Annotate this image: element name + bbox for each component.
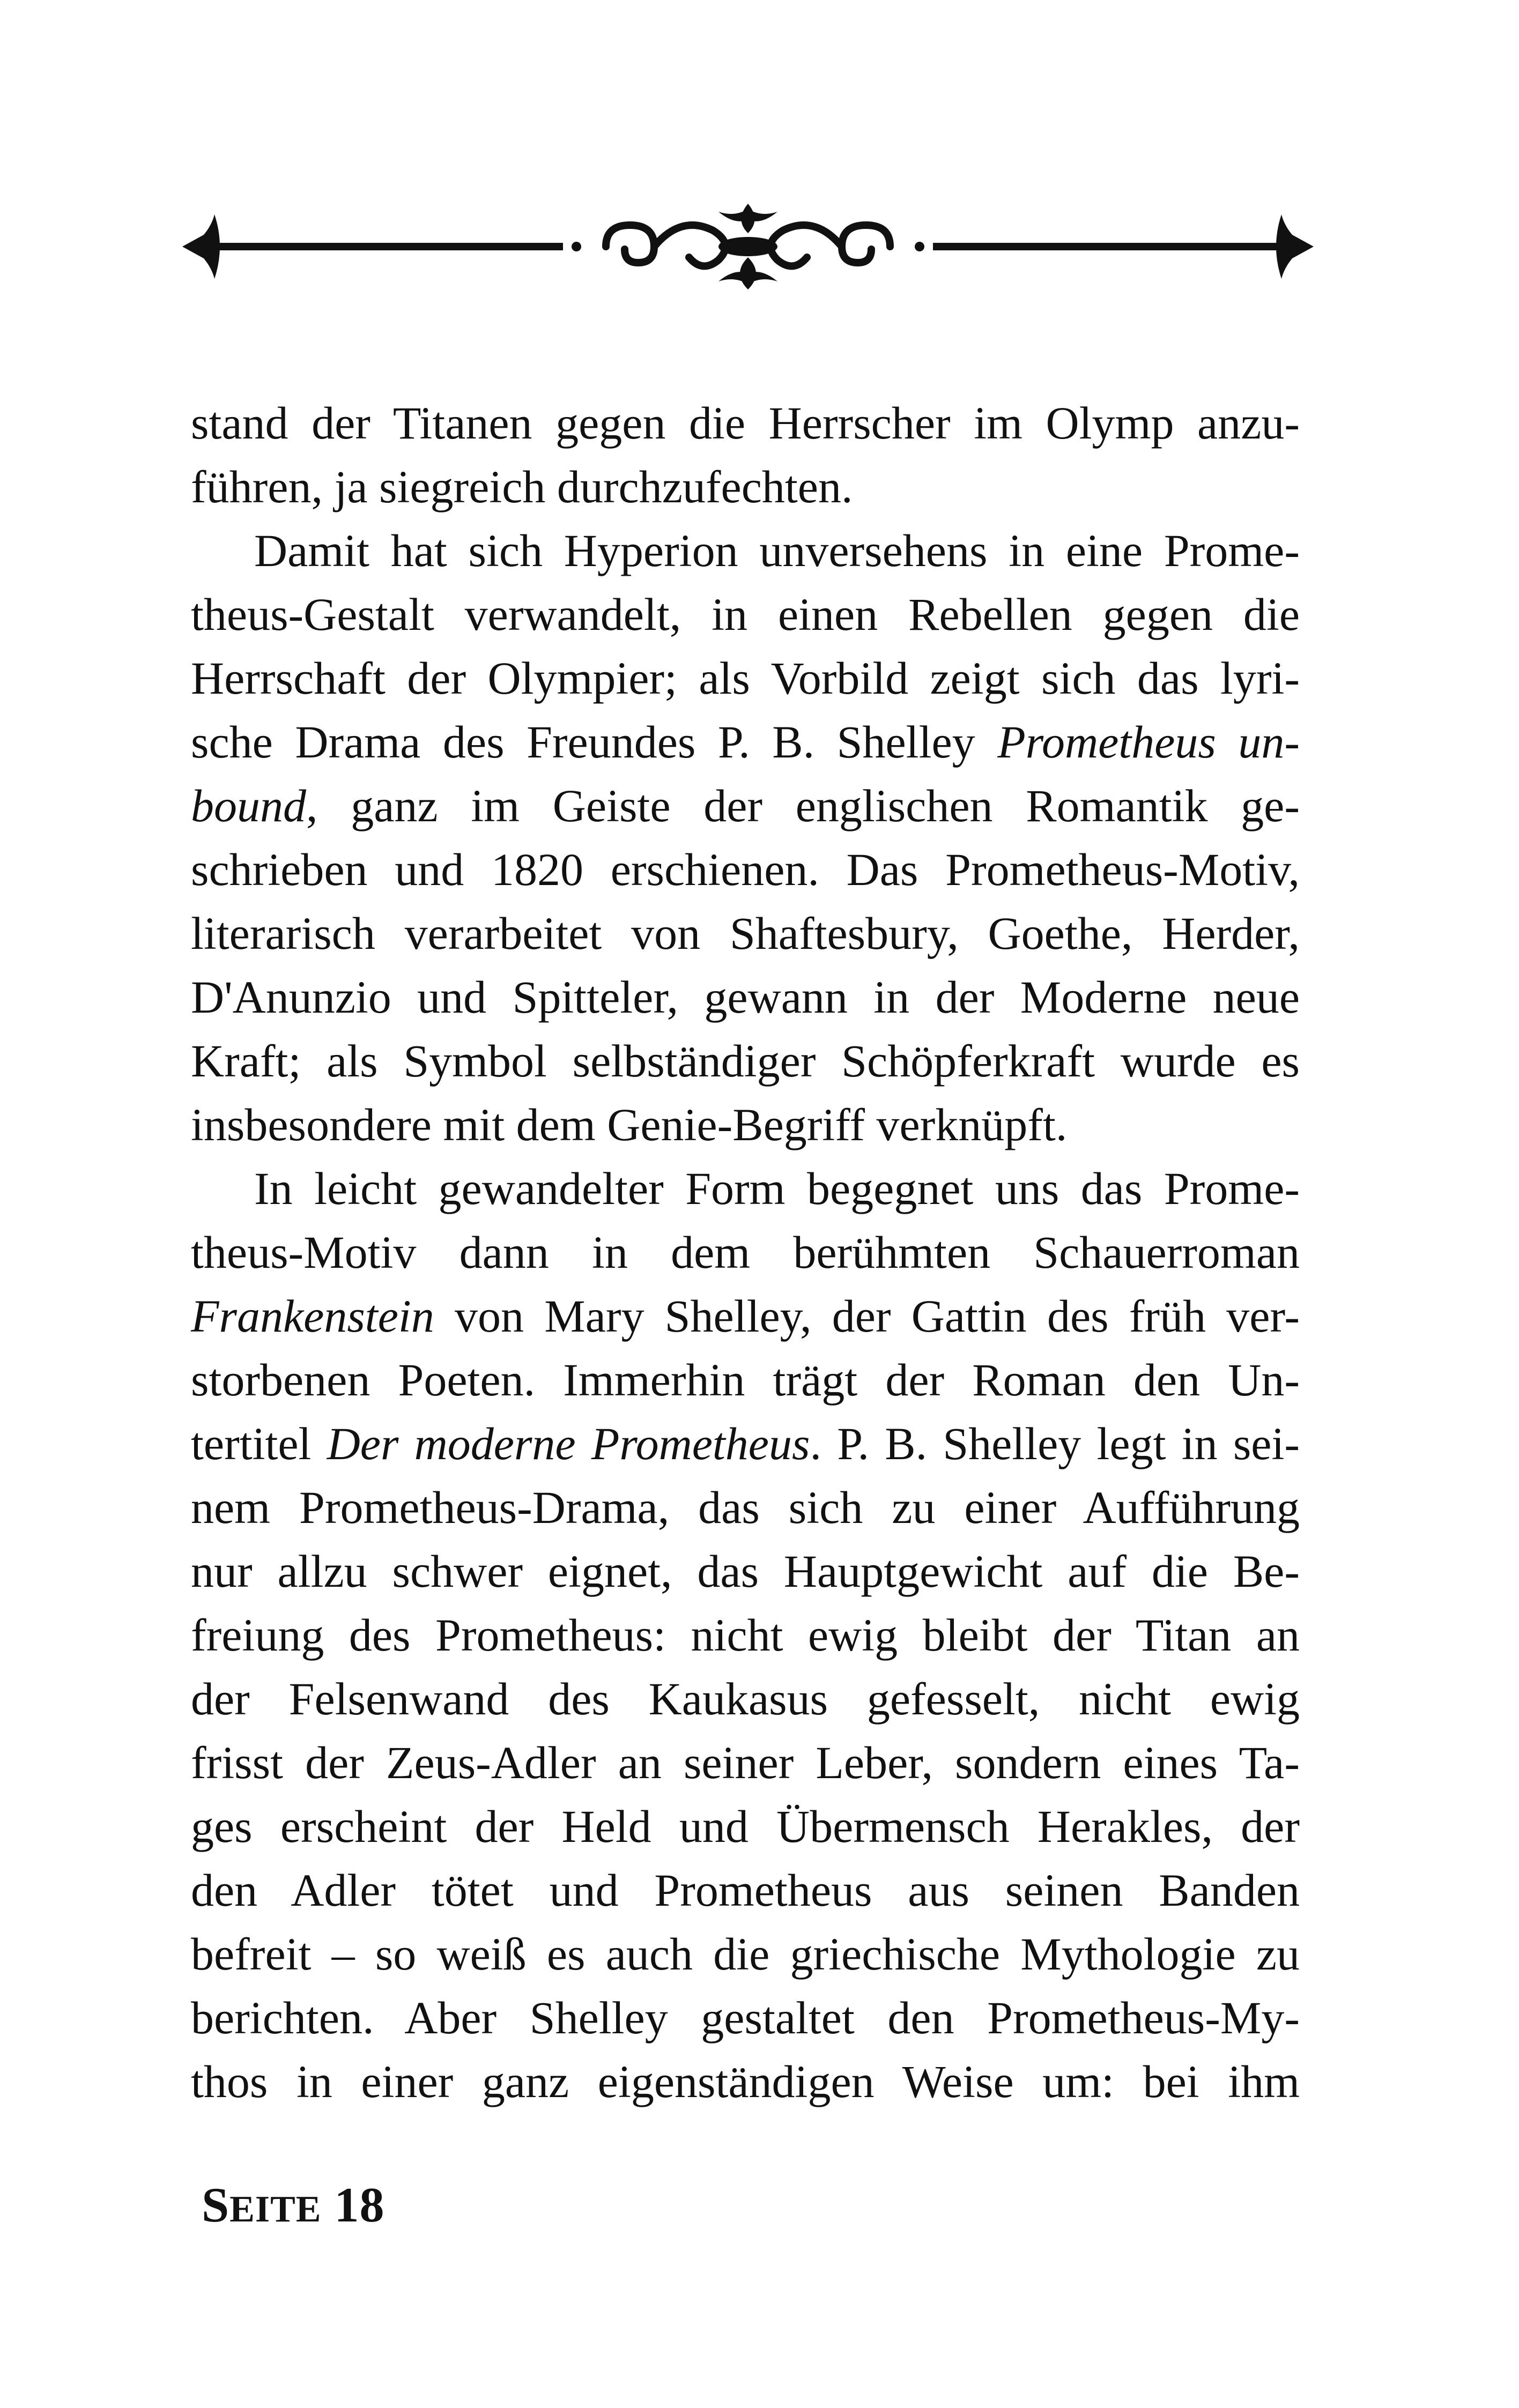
text-line <box>191 1476 1300 1540</box>
text-segment: sche Drama des Freundes P. B. Shelley <box>191 716 998 768</box>
text-segment: Damit hat sich Hyperion unversehens in eine Prome- <box>254 525 1300 576</box>
text-segment: freiung des Prometheus: nicht ewig bleibt der Titan an <box>191 1609 1300 1661</box>
paragraph-1 <box>191 391 1300 519</box>
text-segment: insbesondere mit dem Genie-Begriff verknüpft. <box>191 1099 1068 1150</box>
text-line <box>191 1667 1300 1731</box>
italic-title: Prometheus un- <box>997 716 1300 768</box>
text-line <box>191 455 1300 519</box>
text-line <box>191 1603 1300 1667</box>
text-segment: frisst der Zeus-Adler an seiner Leber, sondern eines Ta- <box>191 1737 1300 1788</box>
text-line <box>191 583 1300 646</box>
text-segment: nur allzu schwer eignet, das Hauptgewicht auf die Be- <box>191 1545 1300 1597</box>
text-segment: Kraft; als Symbol selbständiger Schöpferkraft wurde es <box>191 1035 1300 1087</box>
text-line <box>191 1795 1300 1859</box>
text-segment: thos in einer ganz eigenständigen Weise um: bei ihm <box>191 2056 1300 2107</box>
text-segment: führen, ja siegreich durchzufechten. <box>191 461 853 512</box>
text-segment: . P. B. Shelley legt in sei- <box>810 1418 1300 1469</box>
text-segment: berichten. Aber Shelley gestaltet den Prometheus-My- <box>191 1992 1300 2043</box>
floral-divider-icon <box>182 193 1314 300</box>
text-line <box>191 519 1300 583</box>
text-line <box>191 838 1300 902</box>
text-line <box>191 1731 1300 1795</box>
text-segment: tertitel <box>191 1418 327 1469</box>
italic-title: Der moderne Prometheus <box>327 1418 810 1469</box>
text-line <box>191 1029 1300 1093</box>
page-number-value: 18 <box>334 2177 385 2232</box>
text-line <box>191 1348 1300 1412</box>
text-line <box>191 902 1300 965</box>
text-line <box>191 1284 1300 1348</box>
text-line <box>191 391 1300 455</box>
text-segment: schrieben und 1820 erschienen. Das Prometheus-Motiv, <box>191 844 1300 895</box>
text-segment: D'Anunzio und Spitteler, gewann in der Moderne neue <box>191 971 1300 1023</box>
text-segment: befreit – so weiß es auch die griechische Mythologie zu <box>191 1928 1300 1980</box>
text-segment: stand der Titanen gegen die Herrscher im Olymp anzu- <box>191 397 1300 449</box>
text-line <box>191 1157 1300 1221</box>
paragraph-2 <box>191 519 1300 1157</box>
text-segment: Herrschaft der Olympier; als Vorbild zeigt sich das lyri- <box>191 652 1300 704</box>
text-line <box>191 1412 1300 1476</box>
text-segment: storbenen Poeten. Immerhin trägt der Roman den Un- <box>191 1354 1300 1406</box>
text-line <box>191 710 1300 774</box>
text-line <box>191 646 1300 710</box>
text-segment: nem Prometheus-Drama, das sich zu einer Aufführung <box>191 1482 1300 1533</box>
text-line <box>191 2050 1300 2114</box>
text-segment: literarisch verarbeitet von Shaftesbury, Goethe, Herder, <box>191 908 1300 959</box>
text-segment: , ganz im Geiste der englischen Romantik ge- <box>306 780 1300 831</box>
text-line <box>191 774 1300 838</box>
italic-title: Frankenstein <box>191 1290 434 1342</box>
text-segment: theus-Gestalt verwandelt, in einen Rebellen gegen die <box>191 589 1300 640</box>
paragraph-3 <box>191 1157 1300 2114</box>
text-line <box>191 965 1300 1029</box>
text-segment: den Adler tötet und Prometheus aus seinen Banden <box>191 1864 1300 1916</box>
page-label-initial: S <box>202 2177 230 2232</box>
text-segment: der Felsenwand des Kaukasus gefesselt, nicht ewig <box>191 1673 1300 1725</box>
text-line <box>191 1922 1300 1986</box>
text-line <box>191 1221 1300 1284</box>
page-number <box>202 2176 384 2233</box>
italic-title: bound <box>191 780 306 831</box>
text-line <box>191 1540 1300 1603</box>
text-segment: theus-Motiv dann in dem berühmten Schauerroman <box>191 1227 1300 1278</box>
text-segment: In leicht gewandelter Form begegnet uns das Prome- <box>254 1163 1300 1214</box>
body-text <box>191 391 1300 2114</box>
page-label-rest: EITE <box>229 2189 322 2230</box>
text-line <box>191 1986 1300 2050</box>
text-line <box>191 1093 1300 1157</box>
text-segment: von Mary Shelley, der Gattin des früh ver- <box>434 1290 1300 1342</box>
text-segment: ges erscheint der Held und Übermensch Herakles, der <box>191 1801 1300 1852</box>
text-line <box>191 1859 1300 1922</box>
